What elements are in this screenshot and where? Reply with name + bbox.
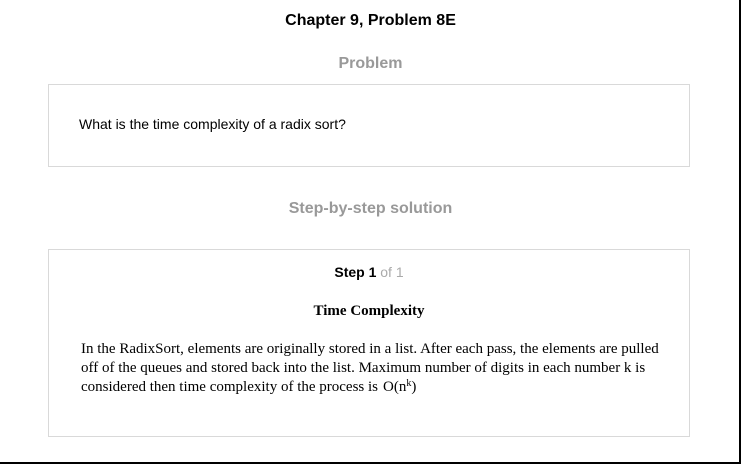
formula-base: O(n [383, 379, 407, 395]
formula-close: ) [411, 379, 417, 395]
problem-text: What is the time complexity of a radix sort? [79, 116, 346, 132]
step-body [81, 340, 671, 397]
step-title: Time Complexity [313, 303, 425, 319]
step-body-text: In the RadixSort, elements are originally stored in a list. After each pass, the elements are pulled off of the queues and stored back into the list. Maximum number of digits in each number k is considered then time complexity of the process is [81, 341, 659, 395]
page-title: Chapter 9, Problem 8E [285, 12, 456, 29]
problem-heading: Problem [338, 55, 403, 72]
formula-exponent: k [406, 378, 412, 389]
step-total: of 1 [380, 264, 404, 280]
step-number: Step 1 [334, 264, 377, 280]
problem-card [48, 84, 690, 167]
step-indicator [49, 264, 689, 280]
complexity-formula [383, 379, 416, 395]
solution-card [48, 249, 690, 437]
solution-heading: Step-by-step solution [288, 200, 453, 217]
